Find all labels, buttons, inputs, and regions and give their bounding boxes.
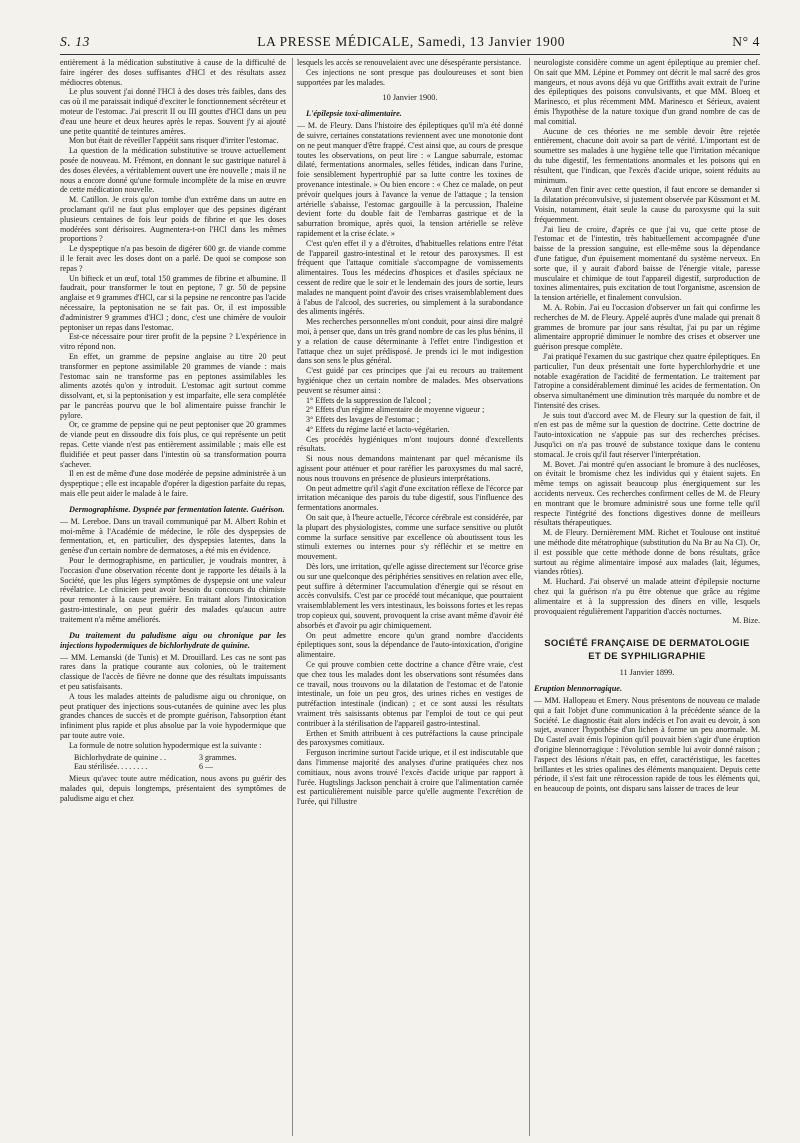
paragraph: Est-ce nécessaire pour tirer profit de la pepsine ? L'expérience in vitro répond non.: [60, 332, 286, 352]
paragraph: On peut admettre encore qu'un grand nombre d'accidents épileptiques sont, sous la dépendance de l'auto-intoxication, d'origine alimentaire.: [297, 630, 523, 660]
society-title-line: ET DE SYPHILIGRAPHIE: [588, 650, 706, 662]
session-date: 11 Janvier 1899.: [619, 668, 675, 678]
paragraph: Un bifteck et un œuf, total 150 grammes de fibrine et albumine. Il faudrait, pour transformer le tout en peptone, 7 gr. 50 de pepsine anglaise et 9 grammes d'HCl, car si la pepsine ne rencontre pas l'acide nécessaire, la peptonisation ne se fait pas. Or, il est impossible d'administrer 9 grammes d'HCl ; donc, c'est une chimère de vouloir peptoniser un repas dans l'estomac.: [60, 273, 286, 332]
section-heading: Dermographisme. Dyspnée par fermentation latente. Guérison.: [69, 504, 285, 514]
journal-title: LA PRESSE MÉDICALE, Samedi, 13 Janvier 1900: [257, 34, 566, 49]
signature: M. Bize.: [732, 616, 760, 626]
column-left: [60, 58, 286, 1136]
paragraph: Mes recherches personnelles m'ont conduit, pour ainsi dire malgré moi, à penser que, dans un très grand nombre de cas les plus bénins, il y a relation de cause déterminante à l'effet entre l'indigestion et l'attaque chez un sujet prédisposé. Je prends ici le mot indigestion dans son sens le plus général.: [297, 317, 523, 366]
paragraph: Ferguson incrimine surtout l'acide urique, et il est indiscutable que dans l'immense majorité des analyses d'urine pratiquées chez nos comitiaux, nous avons trouvé l'excès d'acide urique par rapport à l'urée. Hugtslings Jackson penchait à croire que l'alimentation carnée est particulièrement nuisible parce qu'elle augmente l'excrétion de l'urée, qui l'illustre: [297, 748, 523, 807]
paragraph: Ce qui prouve combien cette doctrine a chance d'être vraie, c'est que chez tous les malades dont les observations sont résumées dans ce travail, nous trouvons ou la dilatation de l'estomac et de l'atonie intestinale, un foie un peu gros, des urines riches en vestiges de putréfaction intestinale (indican) ; et ce sont aussi les résultats vraiment très saisissants obtenus par l'emploi de tout ce qui peut contribuer à la stérilisation de l'appareil gastro-intestinal.: [297, 660, 523, 728]
paragraph: M. Bovet. J'ai montré qu'en associant le bromure à des nucléoses, on évitait le bromisme chez les individus qui y étaient sujets. En même temps on agissait beaucoup plus énergiquement sur les accidents nerveux. Ces recherches confirment celles de M. de Fleury en montrant que le bromure administré sous une forme telle qu'il respecte l'intégrité des fonctions digestives donne de meilleurs résultats thérapeutiques.: [534, 459, 760, 528]
paragraph: On sait que, à l'heure actuelle, l'écorce cérébrale est considérée, par la plupart des physiologistes, comme une surface sensitive ou plutôt comme la surface sensitive par excellence où aboutissent tous les stimuli externes ou internes pour s'y réfléchir et se mettre en mouvement.: [297, 513, 523, 562]
paragraph: M. Catillon. Je crois qu'on tombe d'un extrême dans un autre en proclamant qu'il ne faut plus employer que des pepsines digérant plusieurs centaines de fois leur poids de fibrine et que les doses modérées sont dérisoires. Augmentera-t-on l'HCl dans les mêmes proportions ?: [60, 195, 286, 244]
page-header: [60, 26, 760, 55]
formula-ingredient: Bichlorhydrate de quinine . .: [74, 752, 167, 762]
paragraph: J'ai pratiqué l'examen du suc gastrique chez quatre épileptiques. En particulier, l'un deux présentait une forte hyperchlorhydrie et une notable exagération de l'acidité de fermentation. Le traitement par l'atropine a considérablement diminué les acides de fermentation. On observa simultanément une diminution très marquée du nombre et de l'intensité des crises.: [534, 351, 760, 410]
paragraph: Si nous nous demandons maintenant par quel mécanisme ils agissent pour atténuer et pour raréfier les paroxysmes du mal sacré, nous nous trouvons en présence de plusieurs interprétations.: [297, 454, 523, 483]
list-item: 4° Effets du régime lacté et lacto-végétarien.: [306, 424, 450, 434]
column-right: [529, 58, 760, 1136]
paragraph: Pour le dermographisme, en particulier, je voudrais montrer, à l'occasion d'une observation récente dont je rapporte les détails à la Société, que les plus légers symptômes de dyspepsie ont une valeur révélatrice. Le clinicien peut avoir besoin du concours du chimiste pour remonter à la cause première. En traitant alors l'intoxication gastro-intestinale, on peut guérir des malades qu'aucun autre traitement n'a même améliorés.: [60, 556, 286, 624]
paragraph: M. de Fleury. Dernièrement MM. Richet et Toulouse ont institué une méthode dite métatrophique (substitution du Na Br au Na Cl). Or, il est possible que cette méthode donne de bons résultats, grâce surtout au régime alimentaire imposé aux malades (lait, légumes, viandes rôties).: [534, 528, 760, 577]
paragraph: Mieux qu'avec toute autre médication, nous avons pu guérir des malades qui, depuis longtemps, présentaient des symptômes de paludisme aigu et chez: [60, 774, 286, 803]
paragraph: La question de la médication substitutive se trouve actuellement posée de nouveau. M. Frémont, en donnant le suc gastrique naturel à des doses élevées, a véritablement ouvert une ère nouvelle ; mais il ne nous a encore donné qu'une formule incomplète de la mise en œuvre de cette médication nouvelle.: [60, 146, 286, 195]
observation-list: [297, 396, 523, 435]
paragraph: Le dyspeptique n'a pas besoin de digérer 600 gr. de viande comme il le ferait avec les doses dont on a parlé. De quoi se compose son repas ?: [60, 244, 286, 273]
list-item: 1° Effets de la suppression de l'alcool ;: [306, 395, 431, 405]
paragraph: — MM. Lemanski (de Tunis) et M. Drouillard. Les cas ne sont pas rares dans la pratique courante aux colonies, où le traitement classique de l'accès de fièvre ne donne que des résultats impuissants et peu satisfaisants.: [60, 652, 286, 692]
paragraph: Avant d'en finir avec cette question, il faut encore se demander si la dilatation préconvulsive, si justement observée par Küssmont et M. Voisin, notamment, était seule la cause du paroxysme qui la suit fréquemment.: [534, 185, 760, 224]
section-heading: Du traitement du paludisme aigu ou chronique par les injections hypodermiques de bichlorhydrate de quinine.: [60, 630, 286, 650]
section-heading: L'épilepsie toxi-alimentaire.: [306, 109, 402, 119]
session-date: 10 Janvier 1900.: [382, 93, 438, 103]
formula-quantity: 6 —: [199, 762, 214, 772]
paragraph: — M. Lereboe. Dans un travail communiqué par M. Albert Robin et moi-même à l'Académie de médecine, le rôle des dyspepsies de fermentation, et, en particulier, des dyspepsies latentes, dans la genèse d'un certain nombre de dermatoses, a été mis en évidence.: [60, 516, 286, 556]
paragraph: Ces procédés hygiéniques m'ont toujours donné d'excellents résultats.: [297, 434, 523, 454]
paragraph: Or, ce gramme de pepsine qui ne peut peptoniser que 20 grammes de viande peut en dissoudre dix fois plus, ce qui représente un petit repas. Cette viande n'est pas entièrement assimilable ; mais elle est fluidifiée et peut passer dans l'intestin où sa transformation pourra s'achever.: [60, 420, 286, 469]
paragraph: C'est qu'en effet il y a d'étroites, d'habituelles relations entre l'état de l'appareil gastro-intestinal et le retour des paroxysmes. Il est fréquent que l'attaque comitiale s'accompagne de vomissements alimentaires. Tous les médecins d'hospices et d'asiles spéciaux ne cessent de redire que le soir et le lendemain des jours de sortie, leurs malades ne manquent point d'avoir des crises vraisemblablement dues à l'abus de l'alcool, des sucreries, ou simplement à la surabondance des aliments ingérés.: [297, 238, 523, 317]
list-item: 3° Effets des lavages de l'estomac ;: [306, 415, 420, 425]
paragraph: C'est guidé par ces principes que j'ai eu recours au traitement hygiénique chez un certain nombre de malades. Mes observations peuvent se résumer ainsi :: [297, 366, 523, 395]
paragraph: lesquels les accès se renouvelaient avec une désespérante persistance.: [297, 58, 522, 67]
article-columns: [60, 58, 760, 1136]
list-item: 2° Effets d'un régime alimentaire de moyenne vigueur ;: [306, 405, 485, 415]
paragraph: Aucune de ces théories ne me semble devoir être rejetée entièrement, chacune doit avoir sa part de vérité. L'important est de soumettre ses malades à une hygiène telle que l'irritation mécanique du tube digestif, les fermentations anormales et les poisons qui en résultent, que l'indican, que l'excès d'acide urique, soient réduits au minimum.: [534, 126, 760, 185]
paragraph: Dès lors, une irritation, qu'elle agisse directement sur l'écorce grise ou sur une quelconque des périphéries sensitives en relation avec elle, peut suffire à déterminer l'accumulation d'énergie qui se résout en accès convulsifs. C'est par ce procédé tout mécanique, que pourraient vraisemblablement les vers intestinaux, les boissons fortes et les repas trop copieux qui, souvent, provoquent la crise avant même d'avoir été absorbés et d'avoir pu agir chimiquement.: [297, 562, 523, 630]
paragraph: A tous les malades atteints de paludisme aigu ou chronique, on peut pratiquer des injections sous-cutanées de quinine avec les plus grandes chances de succès et de prompte guérison, l'absorption étant infiniment plus rapide et plus absolue par la voie hypodermique que par toute autre voie.: [60, 691, 286, 740]
paragraph: En effet, un gramme de pepsine anglaise au titre 20 peut transformer en peptone assimilable 20 grammes de viande : mais l'estomac sain ne transforme pas en peptones assimilables les aliments azotés qu'on y introduit. L'estomac agit surtout comme dissolvant, et, si la peptonisation y est imparfaite, elle sera complétée par le pancréas pourvu que le bol alimentaire puisse franchir le pylore.: [60, 351, 286, 420]
paragraph: neurologiste considère comme un agent épileptique au premier chef. On sait que MM. Lépine et Pommey ont décrit le mal sacré des gros mangeurs, et nous avons déjà vu que Griffiths avait extrait de l'urine des épileptiques des poisons convulsivants, et que MM. Bloeq et Marinesco, et plus récemment MM. Marinesco et Sérieux, avaient émis l'hypothèse de la nature toxique d'un grand nombre de cas de mal comitial.: [534, 58, 760, 126]
paragraph: Ces injections ne sont presque pas douloureuses et sont bien supportées par les malades.: [297, 67, 523, 87]
paragraph: M. Huchard. J'ai observé un malade atteint d'épilepsie nocturne chez qui la guérison n'a pu être obtenue que grâce au régime alimentaire et à la suppression des dîners en ville, lesquels provoquaient régulièrement l'apparition d'accès nocturnes.: [534, 577, 760, 616]
prescription-formula: [74, 753, 286, 773]
issue-number: N° 4: [732, 34, 760, 49]
section-heading: Eruption blennorragique.: [534, 684, 623, 694]
society-title: [534, 636, 760, 662]
paragraph: Mon but était de réveiller l'appétit sans risquer d'irriter l'estomac.: [69, 136, 279, 146]
paragraph: M. A. Robin. J'ai eu l'occasion d'observer un fait qui confirme les recherches de M. de Fleury. Appelé auprès d'une malade qui prenait 8 grammes de bromure par jour sans résultat, j'ai pu par un régime alimentaire approprié diminuer le nombre des crises et observer une guérison presque complète.: [534, 302, 760, 352]
paragraph: — M. de Fleury. Dans l'histoire des épileptiques qu'il m'a été donné de suivre, certaines constatations reviennent avec une monotonie dont on ne peut manquer d'être frappé. C'est ainsi que, au cours de presque toutes les observations, on peut lire : « Langue saburrale, estomac dilaté, fermentations anormales, selles fétides, indican dans l'urine, foie sensiblement hypertrophié par sa lutte contre les toxines de provenance intestinale. » Ou bien encore : « Chez ce malade, on peut prévoir quelques jours à l'avance la venue de l'attaque ; la tension artérielle s'abaisse, l'estomac gargouille à la percussion, l'haleine devient forte du double fait de l'embarras gastrique et de la saburration bromique, après quoi, la tension artérielle se relève rapidement et la crise éclate. »: [297, 121, 523, 238]
society-title-line: SOCIÉTÉ FRANÇAISE DE DERMATOLOGIE: [544, 637, 750, 649]
paragraph: Il en est de même d'une dose modérée de pepsine administrée à un dyspeptique ; elle est incapable d'opérer la digestion parfaite du repas, mais elle peut aider le malade à le faire.: [60, 469, 286, 499]
page-number: S. 13: [60, 34, 90, 49]
paragraph: entièrement à la médication substitutive à cause de la difficulté de faire ingérer des doses suffisantes d'HCl et des résultats assez médiocres obtenus.: [60, 58, 286, 87]
paragraph: Le plus souvent j'ai donné l'HCl à des doses très faibles, dans des cas où il me paraissait indiqué d'exciter le fonctionnement sécréteur et moteur de l'estomac. J'ai prescrit II ou III gouttes d'HCl dans un peu d'eau une heure et deux heures après le repas. Souvent j'y ai ajouté une petite quantité de teintures amères.: [60, 87, 286, 136]
paragraph: J'ai lieu de croire, d'après ce que j'ai vu, que cette ptose de l'estomac et de l'intestin, très habituellement accompagnée d'une baisse de la pression sanguine, est elle-même sous la dépendance d'une fatigue, d'un épuisement momentané du système nerveux. En sorte que, il y aurait d'abord baisse de l'énergie vitale, paresse musculaire et chimique de tout l'appareil digestif, surproduction de toxines alimentaires, puis excitation de tout l'organisme, ascension de la tension artérielle, et finalement convulsion.: [534, 224, 760, 303]
paragraph: On peut admettre qu'il s'agit d'une excitation réflexe de l'écorce par irritation mécanique des parois du tube digestif, sous l'influence des fermentations anormales.: [297, 483, 523, 513]
formula-ingredient: Eau stérilisée. . . . . . . .: [74, 762, 148, 772]
formula-quantity: 3 grammes.: [199, 752, 237, 762]
paragraph: — MM. Hallopeau et Emery. Nous présentons de nouveau ce malade qui a fait l'objet d'une communication à la précédente séance de la Société. Le diagnostic était alors indécis et l'on avait eu devoir, à son sujet, avancer l'hypothèse d'un lichen à forme un peu anormale. M. Du Castel avait émis l'opinion qu'il pouvait bien s'agir d'une éruption d'origine blennorragique : l'évolution semble lui avoir donné raison ; l'aspect des lésions n'était pas, en effet, caractéristique, les facettes brillantes et les stries opalines des éléments manquaient. Depuis cette période, il s'est fait une rétrocession rapide de tous les éléments qui, en beaucoup de points, ont disparu sans laisser de traces de leur: [534, 696, 760, 794]
paragraph: Je suis tout d'accord avec M. de Fleury sur la question de fait, il n'en est pas de même sur la question de doctrine. Cette doctrine de l'auto-intoxication ne s'appuie pas sur des recherches précises. Jusqu'ici on n'a pas trouvé de substance toxique dans le contenu stomacal. Je crois qu'il faut réserver l'interprétation.: [534, 410, 760, 459]
paragraph: Erthen et Smith attribuent à ces putréfactions la cause principale des paroxysmes comitiaux.: [297, 728, 523, 748]
paragraph: La formule de notre solution hypodermique est la suivante :: [69, 740, 262, 750]
column-middle: [292, 58, 523, 1136]
